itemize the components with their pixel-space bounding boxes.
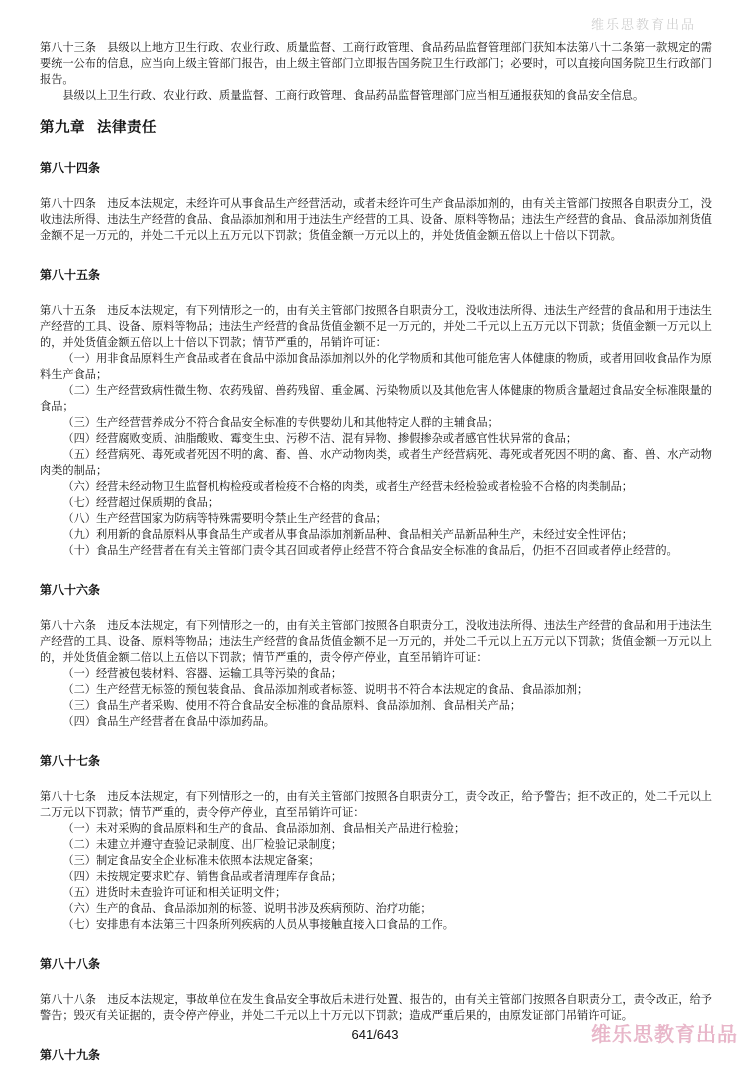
article-85-item: （十）食品生产经营者在有关主管部门责令其召回或者停止经营不符合食品安全标准的食品后，仍拒不召回或者停止经营的。 — [62, 544, 678, 557]
article-87-item: （三）制定食品安全企业标准未依照本法规定备案； — [62, 854, 320, 867]
article-87-item: （四）未按规定要求贮存、销售食品或者清理库存食品； — [62, 870, 343, 883]
article-84 — [40, 196, 712, 244]
document-content — [40, 40, 712, 1083]
article-85-item: （五）经营病死、毒死或者死因不明的禽、畜、兽、水产动物肉类，或者生产经营病死、毒死或者死因不明的禽、畜、兽、水产动物肉类的制品； — [40, 448, 712, 477]
article-89-heading: 第八十九条 — [40, 1048, 101, 1062]
article-85-heading: 第八十五条 — [40, 268, 101, 282]
article-85-item: （四）经营腐败变质、油脂酸败、霉变生虫、污秽不洁、混有异物、掺假掺杂或者感官性状异常的食品； — [62, 432, 578, 445]
article-83-paragraph-1: 第八十三条 县级以上地方卫生行政、农业行政、质量监督、工商行政管理、食品药品监督管理部门获知本法第八十二条第一款规定的需要统一公布的信息，应当向上级主管部门报告，由上级主管部门立即报告国务院卫生行政部门；必要时，可以直接向国务院卫生行政部门报告。 — [40, 41, 712, 86]
article-86-body: 第八十六条 违反本法规定，有下列情形之一的，由有关主管部门按照各自职责分工，没收违法所得、违法生产经营的食品和用于违法生产经营的工具、设备、原料等物品；违法生产经营的食品货值金额不足一万元的，并处二千元以上五万元以下罚款；货值金额一万元以上的，并处货值金额二倍以上五倍以下罚款；情节严重的，责令停产停业，直至吊销许可证： — [40, 619, 712, 664]
chapter-number: 第九章 — [40, 120, 85, 136]
article-86-item: （一）经营被包装材料、容器、运输工具等污染的食品； — [62, 667, 343, 680]
article-85-item: （二）生产经营致病性微生物、农药残留、兽药残留、重金属、污染物质以及其他危害人体健康的物质含量超过食品安全标准限量的食品； — [40, 384, 712, 413]
article-87-item: （五）进货时未查验许可证和相关证明文件； — [62, 886, 287, 899]
article-85-body: 第八十五条 违反本法规定，有下列情形之一的，由有关主管部门按照各自职责分工，没收违法所得、违法生产经营的食品和用于违法生产经营的工具、设备、原料等物品；违法生产经营的食品货值金额不足一万元的，并处二千元以上五万元以下罚款；货值金额一万元以上的，并处货值金额五倍以上十倍以下罚款；情节严重的，吊销许可证： — [40, 304, 712, 349]
article-87 — [40, 789, 712, 933]
article-88-body: 第八十八条 违反本法规定，事故单位在发生食品安全事故后未进行处置、报告的，由有关主管部门按照各自职责分工，责令改正，给予警告；毁灭有关证据的，责令停产停业，并处二千元以上十万元以下罚款；造成严重后果的，由原发证部门吊销许可证。 — [40, 993, 712, 1022]
article-85-item: （三）生产经营营养成分不符合食品安全标准的专供婴幼儿和其他特定人群的主辅食品； — [62, 416, 499, 429]
header-watermark: 维乐思教育出品 — [590, 18, 696, 33]
article-86-item: （二）生产经营无标签的预包装食品、食品添加剂或者标签、说明书不符合本法规定的食品、食品添加剂； — [62, 683, 589, 696]
article-84-body: 第八十四条 违反本法规定，未经许可从事食品生产经营活动，或者未经许可生产食品添加剂的，由有关主管部门按照各自职责分工，没收违法所得、违法生产经营的食品、食品添加剂和用于违法生产经营的工具、设备、原料等物品；违法生产经营的食品、食品添加剂货值金额不足一万元的，并处二千元以上五万元以下罚款；货值金额一万元以上的，并处货值金额五倍以上十倍以下罚款。 — [40, 197, 712, 242]
article-87-item: （二）未建立并遵守查验记录制度、出厂检验记录制度； — [62, 838, 343, 851]
footer-watermark: 维乐思教育出品 — [591, 1022, 738, 1046]
article-84-heading: 第八十四条 — [40, 161, 101, 175]
article-87-item: （七）安排患有本法第三十四条所列疾病的人员从事接触直接入口食品的工作。 — [62, 918, 454, 931]
article-87-item: （六）生产的食品、食品添加剂的标签、说明书涉及疾病预防、治疗功能； — [62, 902, 432, 915]
page-number: 641/643 — [351, 1027, 399, 1042]
article-85-item: （八）生产经营国家为防病等特殊需要明令禁止生产经营的食品； — [62, 512, 387, 525]
article-86-item: （四）食品生产经营者在食品中添加药品。 — [62, 715, 275, 728]
chapter-heading — [40, 116, 712, 137]
article-86-item: （三）食品生产者采购、使用不符合食品安全标准的食品原料、食品添加剂、食品相关产品； — [62, 699, 522, 712]
article-85 — [40, 303, 712, 559]
article-87-heading: 第八十七条 — [40, 754, 101, 768]
article-83 — [40, 40, 712, 104]
article-87-body: 第八十七条 违反本法规定，有下列情形之一的，由有关主管部门按照各自职责分工，责令改正，给予警告；拒不改正的，处二千元以上二万元以下罚款；情节严重的，责令停产停业，直至吊销许可证： — [40, 790, 712, 819]
chapter-title: 法律责任 — [97, 120, 157, 136]
article-88-heading: 第八十八条 — [40, 957, 101, 971]
article-86 — [40, 618, 712, 730]
article-85-item: （一）用非食品原料生产食品或者在食品中添加食品添加剂以外的化学物质和其他可能危害人体健康的物质，或者用回收食品作为原料生产食品； — [40, 352, 712, 381]
article-85-item: （七）经营超过保质期的食品； — [62, 496, 220, 509]
article-86-heading: 第八十六条 — [40, 583, 101, 597]
article-87-item: （一）未对采购的食品原料和生产的食品、食品添加剂、食品相关产品进行检验； — [62, 822, 466, 835]
article-85-item: （九）利用新的食品原料从事食品生产或者从事食品添加剂新品种、食品相关产品新品种生产，未经过安全性评估； — [62, 528, 633, 541]
article-85-item: （六）经营未经动物卫生监督机构检疫或者检疫不合格的肉类，或者生产经营未经检验或者检验不合格的肉类制品； — [62, 480, 633, 493]
article-83-paragraph-2: 县级以上卫生行政、农业行政、质量监督、工商行政管理、食品药品监督管理部门应当相互通报获知的食品安全信息。 — [62, 89, 645, 102]
